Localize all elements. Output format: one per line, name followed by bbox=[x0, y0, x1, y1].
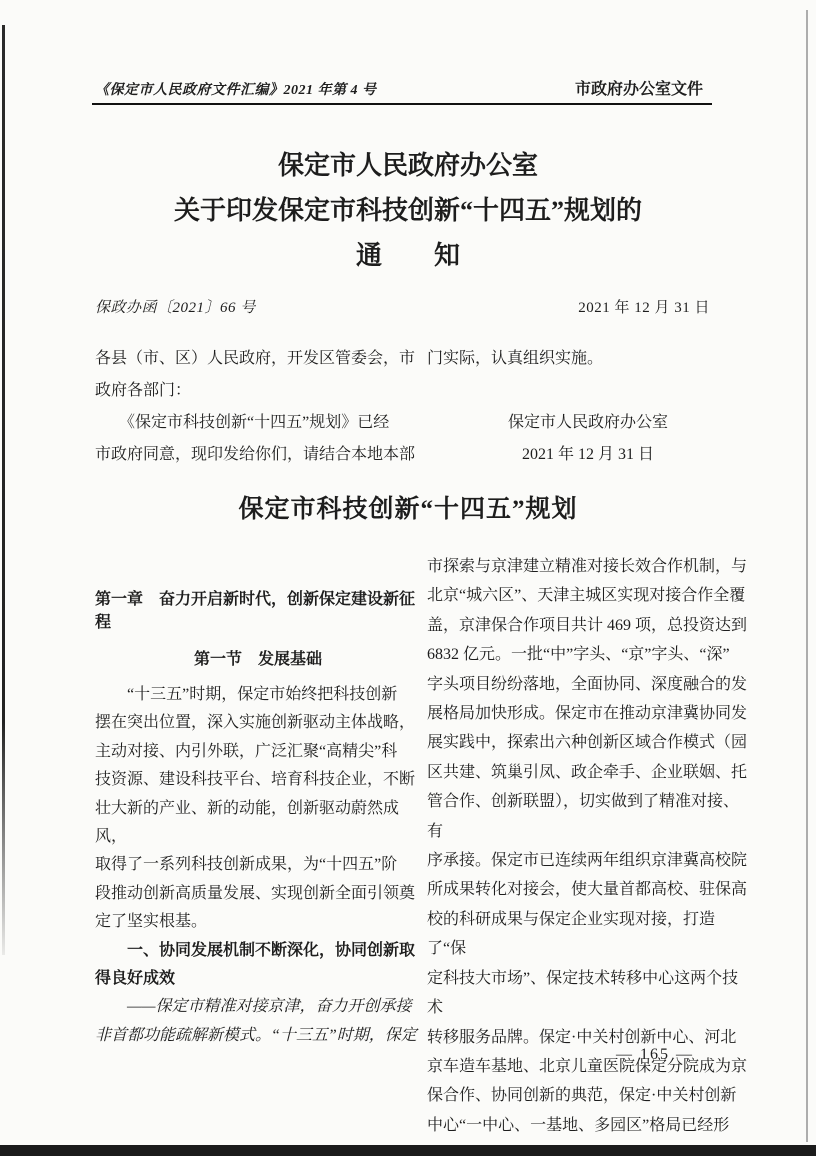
text-line: 展格局加快形成。保定市在推动京津冀协同发 bbox=[427, 705, 748, 723]
text-line: 一、协同发展机制不断深化，协同创新取 bbox=[95, 941, 416, 959]
text-line: 壮大新的产业、新的动能，创新驱动蔚然成风， bbox=[95, 799, 400, 846]
text-line: 北京“城六区”、天津主城区实现对接合作全覆 bbox=[427, 587, 746, 605]
text-line: 字头项目纷纷落地，全面协同、深度融合的发 bbox=[427, 675, 748, 693]
text-line: 所成果转化对接会，使大量首都高校、驻保高 bbox=[427, 881, 748, 899]
plan-title: 保定市科技创新“十四五”规划 bbox=[238, 496, 578, 523]
text-line: 主动对接、内引外联，广泛汇聚“高精尖”科 bbox=[95, 742, 398, 760]
text-line: 非首都功能疏解新模式。“十三五”时期，保定 bbox=[95, 1026, 417, 1044]
page-number: — 165 — bbox=[616, 1046, 694, 1063]
text-line: 盖，京津保合作项目共计 469 项，总投资达到 bbox=[427, 616, 748, 634]
text-line: 6832 亿元。一批“中”字头、“京”字头、“深” bbox=[427, 646, 730, 664]
text-line: ——保定市精准对接京津，奋力开创承接 bbox=[95, 998, 412, 1016]
document-date: 2021 年 12 月 31 日 bbox=[578, 300, 710, 316]
notice-title bbox=[92, 143, 724, 278]
notice-body-left-column bbox=[95, 343, 421, 471]
text-line: 摆在突出位置，深入实施创新驱动主体战略， bbox=[95, 714, 416, 732]
signature-office: 保定市人民政府办公室 bbox=[507, 414, 668, 431]
text-line: “十三五”时期，保定市始终把科技创新 bbox=[95, 686, 398, 703]
notice-title-line-3: 通 知 bbox=[355, 241, 460, 270]
scan-edge-bottom bbox=[0, 1145, 816, 1156]
text-line: 市探索与京津建立精准对接长效合作机制，与 bbox=[427, 558, 748, 575]
text-line: 管合作、创新联盟），切实做到了精准对接、有 bbox=[427, 793, 740, 840]
document-category-header: 市政府办公室文件 bbox=[574, 81, 703, 98]
text-line: 取得了一系列科技创新成果，为“十四五”阶 bbox=[95, 856, 398, 874]
text-line: 技资源、建设科技平台、培育科技企业，不断 bbox=[95, 771, 416, 789]
text-line: 校的科研成果与保定企业实现对接，打造了“保 bbox=[427, 910, 716, 958]
text-line: 各县（市、区）人民政府，开发区管委会，市 bbox=[95, 350, 416, 367]
plan-body-right-column bbox=[427, 552, 751, 1140]
text-line: 政府各部门： bbox=[95, 382, 192, 399]
compilation-header: 《保定市人民政府文件汇编》2021 年第 4 号 bbox=[95, 83, 377, 98]
section-heading: 第一节 发展基础 bbox=[193, 651, 322, 668]
text-line: 定了坚实根基。 bbox=[95, 913, 208, 931]
text-line: 中心“一中心、一基地、多园区”格局已经形 bbox=[427, 1116, 730, 1134]
document-meta-row bbox=[95, 296, 710, 317]
text-line: 《保定市科技创新“十四五”规划》已经 bbox=[95, 414, 390, 431]
text-line: 京车造车基地、北京儿童医院保定分院成为京 bbox=[427, 1057, 748, 1075]
text-line: 序承接。保定市已连续两年组织京津冀高校院 bbox=[427, 852, 748, 870]
signature-date: 2021 年 12 月 31 日 bbox=[521, 446, 654, 463]
spacer-line bbox=[427, 375, 749, 407]
notice-title-line-1: 保定市人民政府办公室 bbox=[277, 151, 538, 180]
text-line: 区共建、筑巢引凤、政企牵手、企业联姻、托 bbox=[427, 763, 748, 781]
notice-body-line: 门实际，认真组织实施。 bbox=[427, 350, 604, 367]
notice-body-right-column bbox=[427, 343, 749, 471]
plan-body-left-column bbox=[95, 681, 423, 1050]
header-rule bbox=[92, 103, 712, 105]
text-line: 定科技大市场”、保定技术转移中心这两个技术 bbox=[427, 969, 739, 1017]
document-number: 保政办函〔2021〕66 号 bbox=[95, 300, 256, 316]
scan-edge-left bbox=[2, 25, 5, 955]
scan-edge-right bbox=[806, 10, 808, 1142]
text-line: 段推动创新高质量发展、实现创新全面引领奠 bbox=[95, 884, 416, 902]
text-line: 转移服务品牌。保定·中关村创新中心、河北 bbox=[427, 1028, 737, 1046]
text-line: 展实践中，探索出六种创新区域合作模式（园 bbox=[427, 734, 748, 752]
text-line: 得良好成效 bbox=[95, 970, 176, 988]
text-line: 保合作、协同创新的典范，保定·中关村创新 bbox=[427, 1087, 737, 1105]
notice-title-line-2: 关于印发保定市科技创新“十四五”规划的 bbox=[173, 196, 642, 225]
text-line: 市政府同意，现印发给你们，请结合本地本部 bbox=[95, 446, 416, 463]
chapter-heading: 第一章 奋力开启新时代，创新保定建设新征程 bbox=[95, 591, 416, 631]
